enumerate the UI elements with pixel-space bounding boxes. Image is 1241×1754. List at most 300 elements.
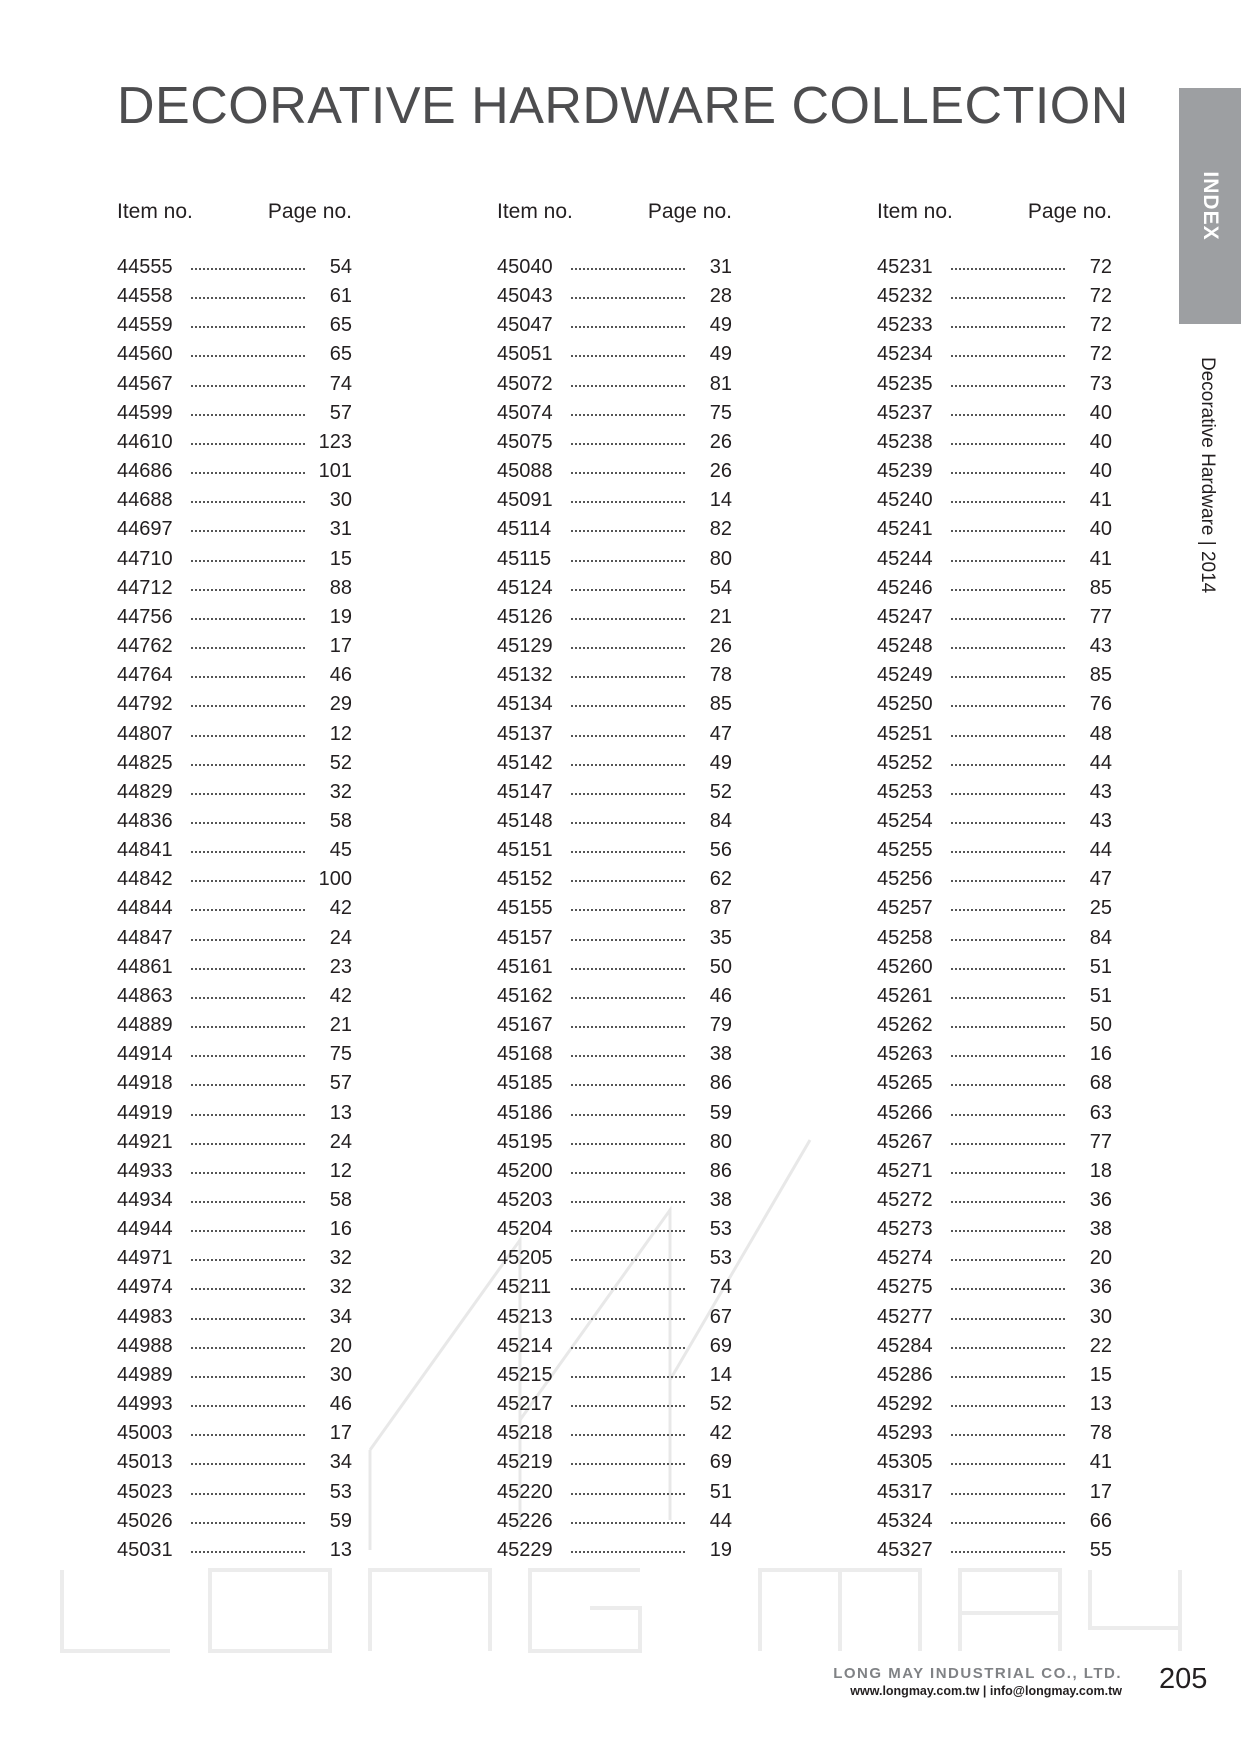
index-row (117, 986, 352, 1015)
dot-leader (951, 851, 1065, 853)
index-row (117, 1452, 352, 1481)
dot-leader (951, 735, 1065, 737)
index-row (877, 286, 1112, 315)
page-number-ref[interactable]: 73 (1089, 372, 1112, 395)
item-number: 44863 (117, 984, 173, 1007)
page-number-ref[interactable]: 36 (1089, 1276, 1112, 1299)
index-row (117, 665, 352, 694)
page-number-ref[interactable]: 19 (709, 1538, 732, 1561)
dot-leader (951, 414, 1065, 416)
item-number: 45203 (497, 1189, 553, 1211)
dot-leader (191, 764, 305, 766)
page-number-ref[interactable]: 38 (709, 1189, 732, 1211)
watermark-logo-text (60, 1568, 1185, 1653)
page-number-ref[interactable]: 41 (1089, 489, 1112, 512)
dot-leader (951, 822, 1065, 824)
index-row (497, 549, 732, 578)
page-number-ref[interactable]: 56 (709, 839, 732, 862)
dot-leader (191, 1230, 305, 1232)
page-number-ref[interactable]: 65 (329, 343, 352, 366)
dot-leader (191, 1522, 305, 1524)
page-number-ref[interactable]: 72 (1089, 343, 1112, 366)
index-row (877, 1511, 1112, 1540)
dot-leader (191, 501, 305, 503)
page-number-ref[interactable]: 26 (709, 460, 732, 483)
index-row (117, 928, 352, 957)
dot-leader (571, 1405, 685, 1407)
page-number-ref[interactable]: 41 (1089, 547, 1112, 570)
item-number: 45248 (877, 635, 933, 658)
page-number-ref[interactable]: 12 (329, 1159, 352, 1182)
item-number: 45273 (877, 1218, 933, 1241)
index-row (117, 1248, 352, 1277)
item-number: 44861 (117, 955, 173, 978)
index-row (497, 519, 732, 548)
item-number: 45214 (497, 1334, 553, 1357)
item-number: 44983 (117, 1305, 173, 1328)
index-row (497, 665, 732, 694)
page-number-ref[interactable]: 35 (709, 926, 732, 949)
dot-leader (571, 589, 685, 591)
index-row (877, 840, 1112, 869)
column-header (877, 200, 1112, 226)
item-number: 44836 (117, 809, 173, 832)
index-row (497, 1452, 732, 1481)
dot-leader (191, 1172, 305, 1174)
item-number: 45051 (497, 343, 553, 366)
page-number-ref[interactable]: 42 (709, 1422, 732, 1445)
dot-leader (191, 1376, 305, 1378)
item-number: 45132 (497, 664, 553, 687)
page-number-ref[interactable]: 54 (709, 576, 732, 599)
page-number-ref[interactable]: 75 (709, 401, 732, 424)
item-number: 45254 (877, 809, 933, 832)
item-number: 45134 (497, 693, 553, 716)
page-number-ref[interactable]: 49 (709, 343, 732, 366)
item-number: 45257 (877, 897, 933, 920)
item-number: 45317 (877, 1480, 933, 1503)
index-row (497, 1015, 732, 1044)
page-number-ref[interactable]: 40 (1089, 518, 1112, 541)
page-number-ref[interactable]: 43 (1089, 809, 1112, 832)
dot-leader (951, 676, 1065, 678)
page-number-ref[interactable]: 80 (709, 1130, 732, 1153)
index-row (117, 1336, 352, 1365)
page-number-ref[interactable]: 20 (1089, 1247, 1112, 1270)
index-row (877, 1365, 1112, 1394)
dot-leader (191, 939, 305, 941)
dot-leader (191, 530, 305, 532)
page-number-ref[interactable]: 77 (1089, 605, 1112, 628)
page-number-ref[interactable]: 86 (709, 1159, 732, 1182)
page-number-ref[interactable]: 82 (709, 518, 732, 541)
page-number-ref[interactable]: 43 (1089, 780, 1112, 803)
page-number-ref[interactable]: 47 (1089, 868, 1112, 891)
item-no-header: Item no. (497, 200, 573, 223)
item-number: 45155 (497, 897, 553, 920)
page-number-ref[interactable]: 74 (329, 372, 352, 395)
page-number-ref[interactable]: 49 (709, 751, 732, 774)
dot-leader (951, 560, 1065, 562)
page-number-ref[interactable]: 16 (329, 1218, 352, 1241)
index-row (117, 403, 352, 432)
item-number: 44710 (117, 547, 173, 570)
page-number-ref[interactable]: 123 (318, 430, 352, 453)
index-row (117, 432, 352, 461)
page-number-ref[interactable]: 21 (709, 605, 732, 628)
dot-leader (951, 1463, 1065, 1465)
dot-leader (191, 589, 305, 591)
item-number: 45091 (497, 489, 553, 512)
item-number: 45218 (497, 1422, 553, 1445)
page-number-ref[interactable]: 72 (1089, 285, 1112, 308)
page-number-ref[interactable]: 17 (329, 1422, 352, 1445)
dot-leader (571, 1376, 685, 1378)
page-number-ref[interactable]: 85 (1089, 576, 1112, 599)
page-number-ref[interactable]: 51 (709, 1480, 732, 1503)
page-number-ref[interactable]: 50 (709, 955, 732, 978)
dot-leader (191, 1318, 305, 1320)
page-number-ref[interactable]: 79 (709, 1014, 732, 1037)
dot-leader (571, 851, 685, 853)
dot-leader (191, 472, 305, 474)
page-number-ref[interactable]: 66 (1089, 1509, 1112, 1532)
page-number-ref[interactable]: 76 (1089, 693, 1112, 716)
index-row (117, 1365, 352, 1394)
index-row (877, 1482, 1112, 1511)
page-number-ref[interactable]: 42 (329, 897, 352, 920)
item-number: 44558 (117, 285, 173, 308)
page-number-ref[interactable]: 58 (329, 1189, 352, 1211)
page-number-ref[interactable]: 18 (1089, 1159, 1112, 1182)
page-number-ref[interactable]: 40 (1089, 401, 1112, 424)
page-number-ref[interactable]: 59 (709, 1101, 732, 1124)
page-number-ref[interactable]: 14 (709, 489, 732, 512)
index-row (877, 1336, 1112, 1365)
index-row (877, 753, 1112, 782)
page-number-ref[interactable]: 32 (329, 1276, 352, 1299)
dot-leader (191, 822, 305, 824)
page-number-ref[interactable]: 68 (1089, 1072, 1112, 1095)
page-number-ref[interactable]: 53 (709, 1218, 732, 1241)
page-number-ref[interactable]: 75 (329, 1043, 352, 1066)
page-number-ref[interactable]: 48 (1089, 722, 1112, 745)
page-number-ref[interactable]: 67 (709, 1305, 732, 1328)
dot-leader (191, 968, 305, 970)
item-number: 44599 (117, 401, 173, 424)
dot-leader (571, 705, 685, 707)
page-number-ref[interactable]: 15 (1089, 1363, 1112, 1386)
page-number-ref[interactable]: 85 (709, 693, 732, 716)
page-number-ref[interactable]: 59 (329, 1509, 352, 1532)
index-row (117, 1015, 352, 1044)
item-number: 44842 (117, 868, 173, 891)
item-number: 44686 (117, 460, 173, 483)
index-row (877, 636, 1112, 665)
index-row (877, 986, 1112, 1015)
item-number: 45229 (497, 1538, 553, 1561)
index-row (117, 374, 352, 403)
index-row (877, 1190, 1112, 1219)
page-number-ref[interactable]: 44 (1089, 751, 1112, 774)
item-number: 44844 (117, 897, 173, 920)
index-row (877, 1015, 1112, 1044)
page-number-ref[interactable]: 53 (329, 1480, 352, 1503)
item-number: 45151 (497, 839, 553, 862)
index-row (877, 694, 1112, 723)
page-number-ref[interactable]: 80 (709, 547, 732, 570)
page-number-ref[interactable]: 41 (1089, 1451, 1112, 1474)
page-number-ref[interactable]: 30 (329, 489, 352, 512)
page-number-ref[interactable]: 42 (329, 984, 352, 1007)
index-row (117, 840, 352, 869)
index-row (877, 374, 1112, 403)
item-number: 45114 (497, 518, 552, 541)
page-number-ref[interactable]: 31 (329, 518, 352, 541)
page-number-ref[interactable]: 58 (329, 809, 352, 832)
page-number-ref[interactable]: 29 (329, 693, 352, 716)
item-number: 44825 (117, 751, 173, 774)
page-no-header: Page no. (1027, 200, 1112, 223)
page-number-ref[interactable]: 32 (329, 780, 352, 803)
item-number: 45215 (497, 1363, 553, 1386)
page-number-ref[interactable]: 26 (709, 635, 732, 658)
page-number-ref[interactable]: 72 (1089, 256, 1112, 278)
item-number: 45213 (497, 1305, 553, 1328)
page-number-ref[interactable]: 51 (1089, 955, 1112, 978)
index-row (117, 257, 352, 286)
index-row (497, 1190, 732, 1219)
item-number: 44567 (117, 372, 173, 395)
dot-leader (191, 1347, 305, 1349)
page-number-ref[interactable]: 34 (329, 1305, 352, 1328)
index-row (117, 286, 352, 315)
page-number-ref[interactable]: 72 (1089, 314, 1112, 337)
dot-leader (571, 647, 685, 649)
page-number-ref[interactable]: 101 (318, 460, 352, 483)
item-number: 45263 (877, 1043, 933, 1066)
page-number-ref[interactable]: 69 (709, 1334, 732, 1357)
page-number-ref[interactable]: 13 (1089, 1393, 1112, 1416)
item-number: 44934 (117, 1189, 173, 1211)
index-row (497, 869, 732, 898)
page-number-ref[interactable]: 16 (1089, 1043, 1112, 1066)
page-number-ref[interactable]: 25 (1089, 897, 1112, 920)
dot-leader (571, 939, 685, 941)
page-number-ref[interactable]: 51 (1089, 984, 1112, 1007)
item-number: 45272 (877, 1189, 933, 1211)
item-number: 45241 (877, 518, 933, 541)
index-rows (877, 257, 1112, 1569)
page-number-ref[interactable]: 62 (709, 868, 732, 891)
item-number: 45232 (877, 285, 933, 308)
index-row (497, 1044, 732, 1073)
page-number-ref[interactable]: 19 (329, 605, 352, 628)
page-number-ref[interactable]: 47 (709, 722, 732, 745)
dot-leader (571, 1318, 685, 1320)
index-row (877, 665, 1112, 694)
dot-leader (571, 560, 685, 562)
index-row (877, 1132, 1112, 1161)
dot-leader (191, 326, 305, 328)
item-number: 45284 (877, 1334, 933, 1357)
page-number-ref[interactable]: 46 (709, 984, 732, 1007)
page-number-ref[interactable]: 57 (329, 1072, 352, 1095)
dot-leader (571, 1084, 685, 1086)
dot-leader (571, 1522, 685, 1524)
item-number: 45324 (877, 1509, 933, 1532)
page-number-ref[interactable]: 22 (1089, 1334, 1112, 1357)
index-row (117, 1132, 352, 1161)
index-row (117, 1511, 352, 1540)
page-number-ref[interactable]: 49 (709, 314, 732, 337)
dot-leader (571, 355, 685, 357)
page-number-ref[interactable]: 23 (329, 955, 352, 978)
index-row (497, 1132, 732, 1161)
page-number-ref[interactable]: 46 (329, 1393, 352, 1416)
dot-leader (951, 705, 1065, 707)
item-number: 45115 (497, 547, 552, 570)
page-number-ref[interactable]: 30 (1089, 1305, 1112, 1328)
page-number-ref[interactable]: 14 (709, 1363, 732, 1386)
page-number-ref[interactable]: 20 (329, 1334, 352, 1357)
footer-contact[interactable]: www.longmay.com.tw | info@longmay.com.tw (850, 1684, 1122, 1698)
page-number-ref[interactable]: 24 (329, 1130, 352, 1153)
dot-leader (951, 1201, 1065, 1203)
page-number-ref[interactable]: 13 (329, 1538, 352, 1561)
index-row (117, 1277, 352, 1306)
index-row (117, 869, 352, 898)
page-number-ref[interactable]: 40 (1089, 430, 1112, 453)
index-row (877, 1277, 1112, 1306)
page-number-ref[interactable]: 65 (329, 314, 352, 337)
page-number-ref[interactable]: 84 (1089, 926, 1112, 949)
index-tab[interactable] (1179, 88, 1241, 324)
page-number-ref[interactable]: 69 (709, 1451, 732, 1474)
page-number-ref[interactable]: 43 (1089, 635, 1112, 658)
page-number-ref[interactable]: 61 (329, 285, 352, 308)
dot-leader (951, 1376, 1065, 1378)
page-number-ref[interactable]: 52 (329, 751, 352, 774)
page-number-ref[interactable]: 40 (1089, 460, 1112, 483)
page-number-ref[interactable]: 12 (329, 722, 352, 745)
page-number-ref[interactable]: 53 (709, 1247, 732, 1270)
page-number-ref[interactable]: 54 (329, 256, 352, 278)
dot-leader (571, 968, 685, 970)
page-number-ref[interactable]: 28 (709, 285, 732, 308)
item-number: 45293 (877, 1422, 933, 1445)
item-number: 44974 (117, 1276, 173, 1299)
index-row (877, 898, 1112, 927)
page-number-ref[interactable]: 45 (329, 839, 352, 862)
page-number-ref[interactable]: 38 (709, 1043, 732, 1066)
page-number-ref[interactable]: 21 (329, 1014, 352, 1037)
page-number-ref[interactable]: 15 (329, 547, 352, 570)
index-row (877, 344, 1112, 373)
dot-leader (571, 1143, 685, 1145)
page-number-ref[interactable]: 44 (1089, 839, 1112, 862)
page-number-ref[interactable]: 100 (318, 868, 352, 891)
index-row (497, 315, 732, 344)
page-number-ref[interactable]: 63 (1089, 1101, 1112, 1124)
index-row (877, 257, 1112, 286)
item-number: 45327 (877, 1538, 933, 1561)
item-number: 45047 (497, 314, 553, 337)
item-number: 45240 (877, 489, 933, 512)
page-number-ref[interactable]: 17 (329, 635, 352, 658)
dot-leader (191, 1143, 305, 1145)
dot-leader (571, 1259, 685, 1261)
dot-leader (951, 1084, 1065, 1086)
index-row (117, 1482, 352, 1511)
item-number: 45152 (497, 868, 553, 891)
page-number-ref[interactable]: 24 (329, 926, 352, 949)
index-row (117, 811, 352, 840)
dot-leader (951, 385, 1065, 387)
page-number-ref[interactable]: 32 (329, 1247, 352, 1270)
index-row (497, 811, 732, 840)
item-number: 45211 (497, 1276, 552, 1299)
page-number-ref[interactable]: 77 (1089, 1130, 1112, 1153)
index-column-3 (877, 200, 1112, 1561)
index-row (877, 928, 1112, 957)
page-number-ref[interactable]: 57 (329, 401, 352, 424)
index-row (877, 1394, 1112, 1423)
item-number: 44914 (117, 1043, 173, 1066)
item-number: 45186 (497, 1101, 553, 1124)
item-number: 44756 (117, 605, 173, 628)
item-number: 44697 (117, 518, 173, 541)
page-number-ref[interactable]: 50 (1089, 1014, 1112, 1037)
page-number-ref[interactable]: 30 (329, 1363, 352, 1386)
index-row (497, 957, 732, 986)
page-number-ref[interactable]: 87 (709, 897, 732, 920)
page-number-ref[interactable]: 38 (1089, 1218, 1112, 1241)
item-number: 45161 (497, 955, 553, 978)
page-number-ref[interactable]: 17 (1089, 1480, 1112, 1503)
page-number-ref[interactable]: 81 (709, 372, 732, 395)
page-number-ref[interactable]: 44 (709, 1509, 732, 1532)
item-number: 45239 (877, 460, 933, 483)
page-number-ref[interactable]: 84 (709, 809, 732, 832)
page-number-ref[interactable]: 78 (1089, 1422, 1112, 1445)
item-number: 45124 (497, 576, 553, 599)
page-number-ref[interactable]: 85 (1089, 664, 1112, 687)
index-row (117, 1394, 352, 1423)
dot-leader (571, 1114, 685, 1116)
page-number-ref[interactable]: 13 (329, 1101, 352, 1124)
page-number-ref[interactable]: 52 (709, 1393, 732, 1416)
item-number: 44971 (117, 1247, 173, 1270)
page-number-ref[interactable]: 46 (329, 664, 352, 687)
page-number-ref[interactable]: 55 (1089, 1538, 1112, 1561)
page-number-ref[interactable]: 78 (709, 664, 732, 687)
dot-leader (571, 443, 685, 445)
page-number-ref[interactable]: 52 (709, 780, 732, 803)
page-number-ref[interactable]: 31 (709, 256, 732, 278)
page-number-ref[interactable]: 74 (709, 1276, 732, 1299)
item-number: 45277 (877, 1305, 933, 1328)
dot-leader (571, 414, 685, 416)
page-number-ref[interactable]: 34 (329, 1451, 352, 1474)
page-number-ref[interactable]: 26 (709, 430, 732, 453)
index-row (497, 607, 732, 636)
dot-leader (951, 618, 1065, 620)
page-number-ref[interactable]: 88 (329, 576, 352, 599)
column-header (497, 200, 732, 226)
page-number-ref[interactable]: 36 (1089, 1189, 1112, 1211)
page-number-ref[interactable]: 86 (709, 1072, 732, 1095)
